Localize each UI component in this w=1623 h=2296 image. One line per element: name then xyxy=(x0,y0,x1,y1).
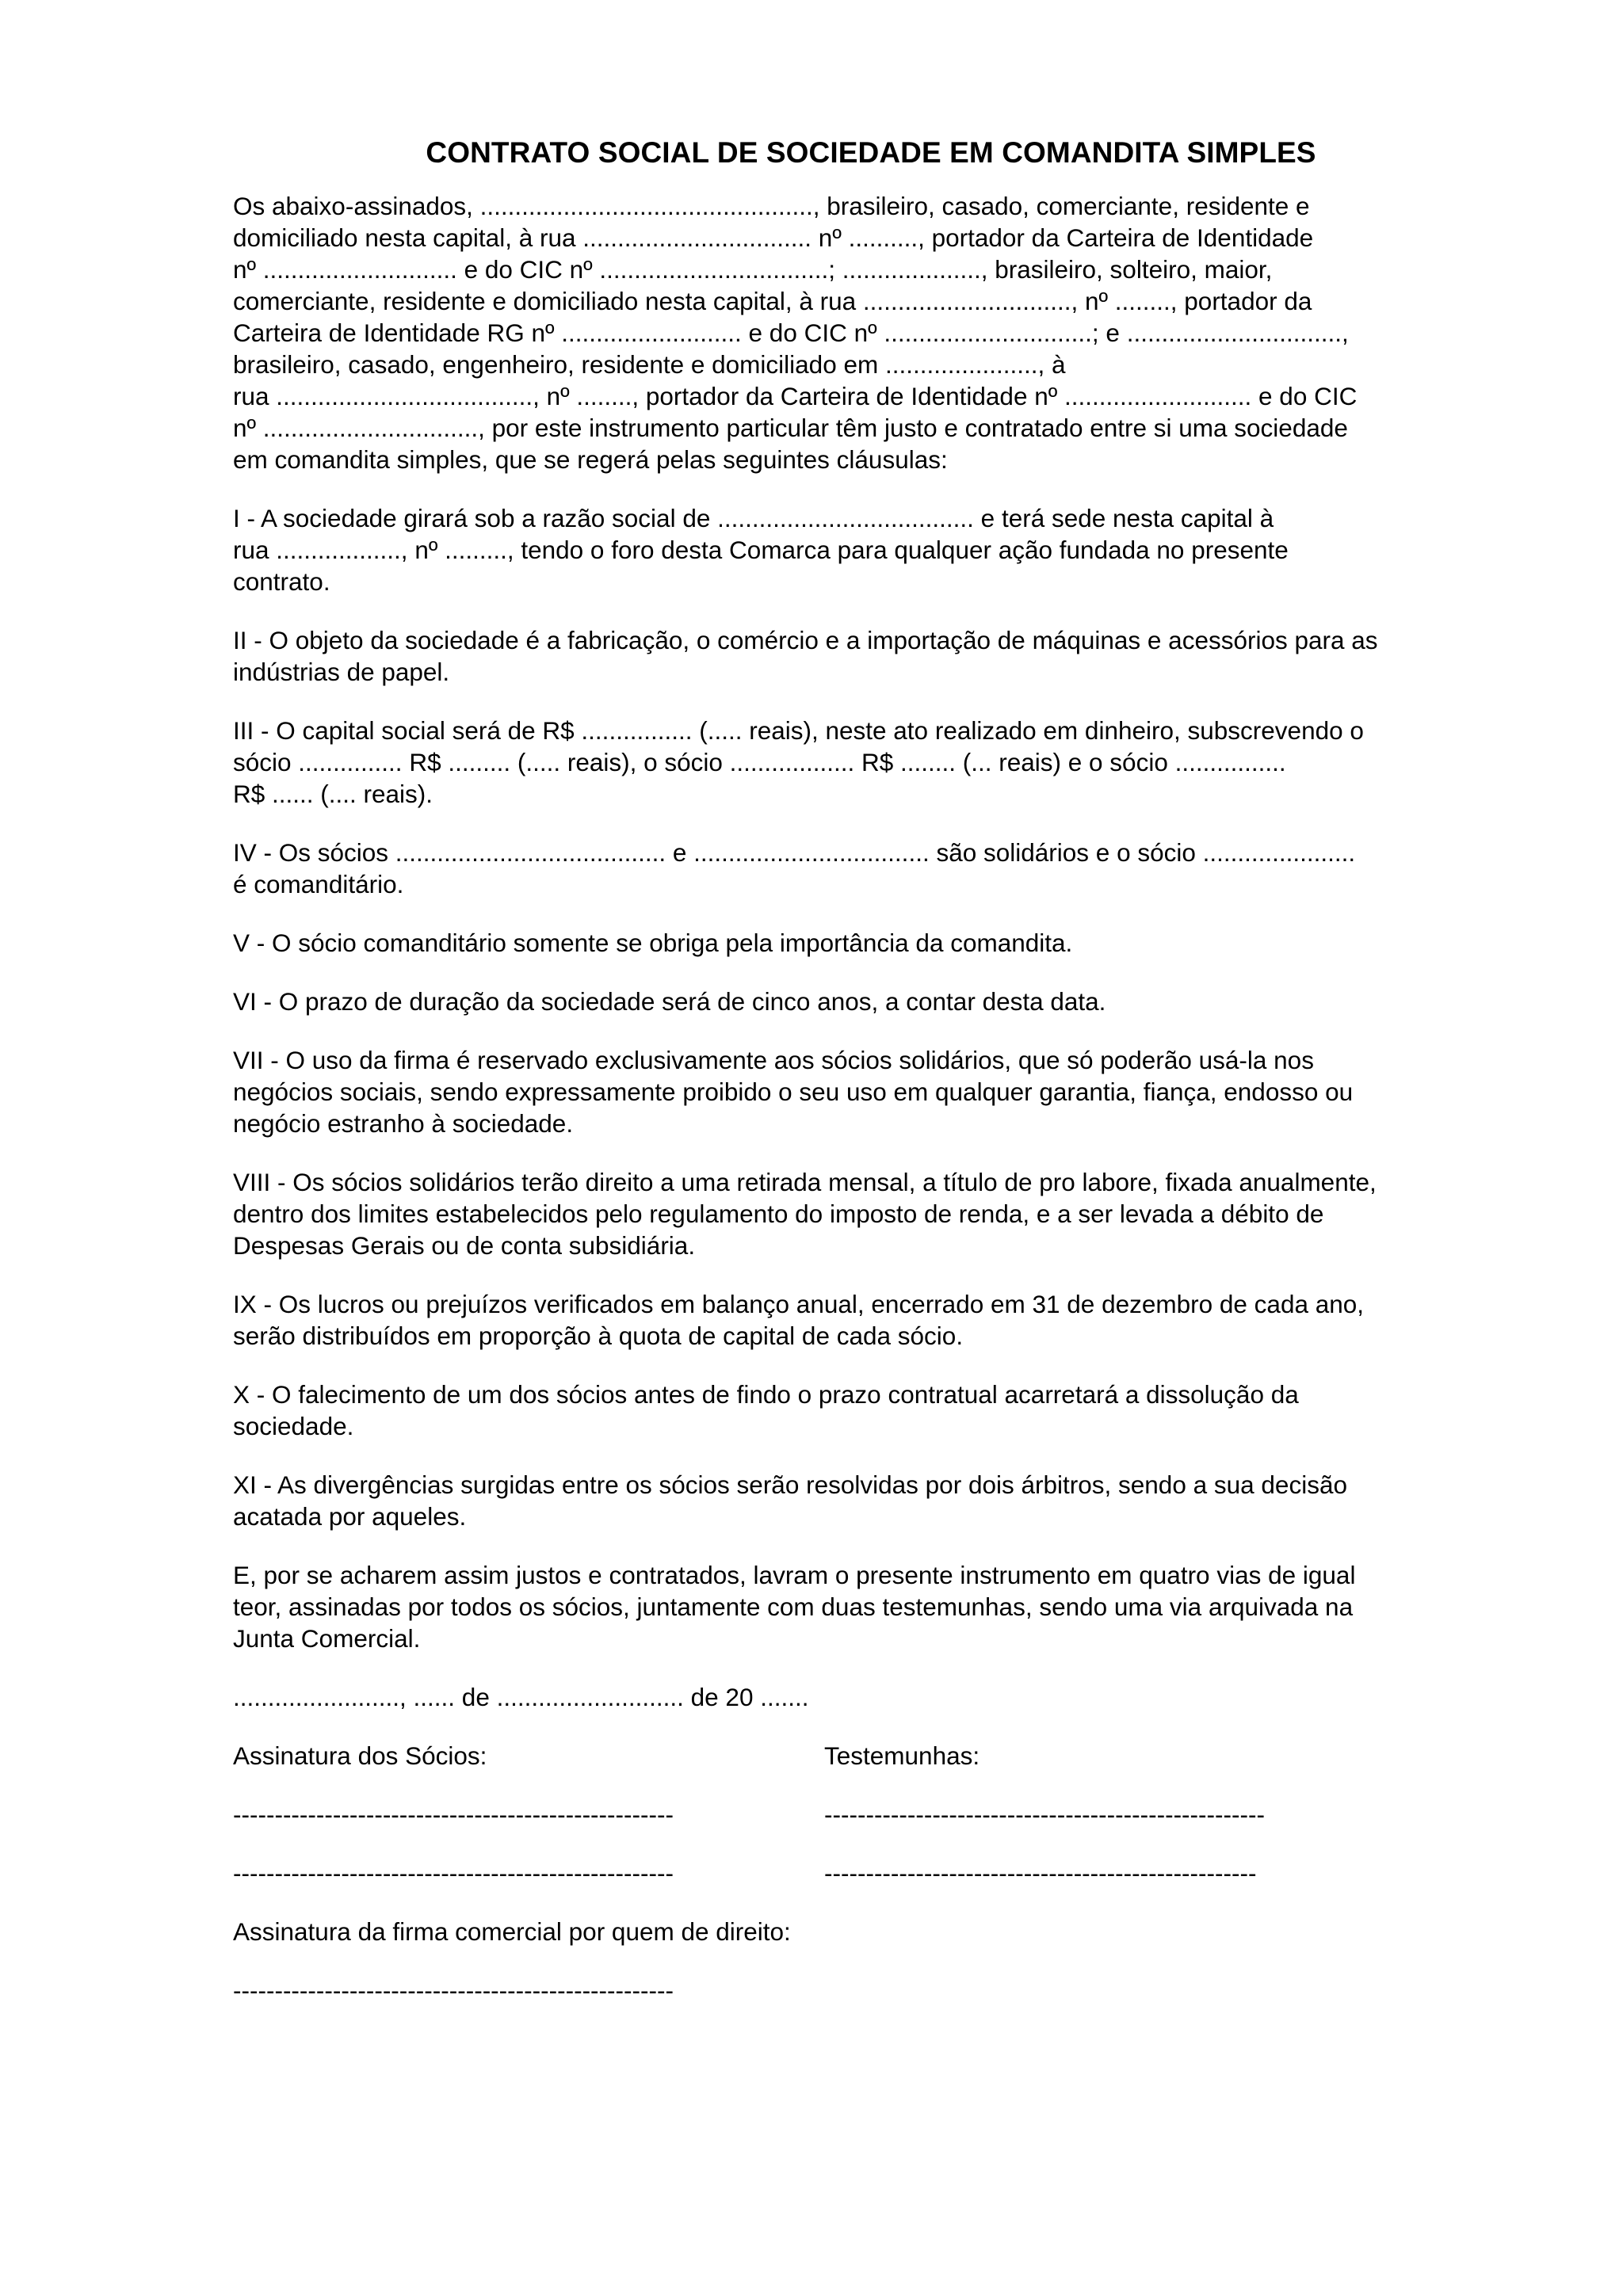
clause-10: X - O falecimento de um dos sócios antes de findo o prazo contratual acarretará a dissolução da sociedade. xyxy=(233,1380,1299,1440)
clause-5: V - O sócio comanditário somente se obriga pela importância da comandita. xyxy=(233,929,1073,957)
date-line: ........................, ...... de ........................... de 20 ....... xyxy=(233,1683,809,1711)
signature-lines-row-1 xyxy=(233,1798,1509,1830)
closing-paragraph: E, por se acharem assim justos e contratados, lavram o presente instrumento em quatro vias de igual teor, assinadas por todos os sócios, juntamente com duas testemunhas, sendo uma via arquivada na Junta Comercial. xyxy=(233,1561,1356,1653)
firm-signature-label: Assinatura da firma comercial por quem de direito: xyxy=(233,1917,791,1946)
clause-4: IV - Os sócios ....................................... e .................................. são solidários e o sócio ...................... é comanditário. xyxy=(233,838,1356,898)
document-body xyxy=(233,135,1509,2006)
clause-2: II - O objeto da sociedade é a fabricação, o comércio e a importação de máquinas e acessórios para as indústrias de papel. xyxy=(233,626,1378,686)
partners-signature-label: Assinatura dos Sócios: xyxy=(233,1741,487,1770)
clause-7: VII - O uso da firma é reservado exclusivamente aos sócios solidários, que só poderão usá-la nos negócios sociais, sendo expressamente proibido o seu uso em qualquer garantia, fiança, endosso ou negócio estranho à sociedade. xyxy=(233,1046,1354,1138)
firm-signature-line: ----------------------------------------------------- xyxy=(233,1976,674,2004)
clause-11: XI - As divergências surgidas entre os sócios serão resolvidas por dois árbitros, sendo a sua decisão acatada por aqueles. xyxy=(233,1470,1347,1531)
clause-1: I - A sociedade girará sob a razão social de ..................................... e terá sede nesta capital à rua .................., nº ........., tendo o foro desta Comarca para qualquer ação fundada no presente contrato. xyxy=(233,504,1289,596)
signature-lines-row-2 xyxy=(233,1857,1509,1889)
clause-6: VI - O prazo de duração da sociedade será de cinco anos, a contar desta data. xyxy=(233,987,1106,1016)
clause-8: VIII - Os sócios solidários terão direito a uma retirada mensal, a título de pro labore, fixada anualmente, dentro dos limites estabelecidos pelo regulamento do imposto de renda, e a ser levada a débito de Despesas Gerais ou de conta subsidiária. xyxy=(233,1168,1377,1260)
partner-signature-line-2: ----------------------------------------------------- xyxy=(233,1859,674,1887)
partner-signature-line-1: ----------------------------------------------------- xyxy=(233,1800,674,1829)
clause-3: III - O capital social será de R$ ................ (..... reais), neste ato realizado em dinheiro, subscrevendo o sócio ............... R$ ......... (..... reais), o sócio .................. R$ ........ (... reais) e o sócio ................ R$ ...... (.... reais). xyxy=(233,716,1364,808)
preamble: Os abaixo-assinados, ................................................, brasileiro, casado, comerciante, residente e domiciliado nesta capital, à rua ................................. nº .........., portador da Carteira de Identidade nº ............................ e do CIC nº .................................; ...................., brasileiro, solteiro, maior, comerciante, residente e domiciliado nesta capital, à rua .............................., nº ........, portador da Carteira de Identidade RG nº .......................... e do CIC nº ..............................; e ..............................., brasileiro, casado, engenheiro, residente e domiciliado em ......................, à rua ....................................., nº ........, portador da Carteira de Identidade nº ........................... e do CIC nº ..............................., por este instrumento particular têm justo e contratado entre si uma sociedade em comandita simples, que se regerá pelas seguintes cláusulas: xyxy=(233,192,1358,474)
signature-labels-row xyxy=(233,1740,1509,1772)
clause-9: IX - Os lucros ou prejuízos verificados em balanço anual, encerrado em 31 de dezembro de cada ano, serão distribuídos em proporção à quota de capital de cada sócio. xyxy=(233,1290,1365,1350)
document-title: CONTRATO SOCIAL DE SOCIEDADE EM COMANDITA SIMPLES xyxy=(426,136,1316,169)
witness-signature-line-2: ---------------------------------------------------- xyxy=(824,1859,1257,1887)
witness-signature-line-1: ----------------------------------------------------- xyxy=(824,1800,1265,1829)
witnesses-signature-label: Testemunhas: xyxy=(824,1741,980,1770)
